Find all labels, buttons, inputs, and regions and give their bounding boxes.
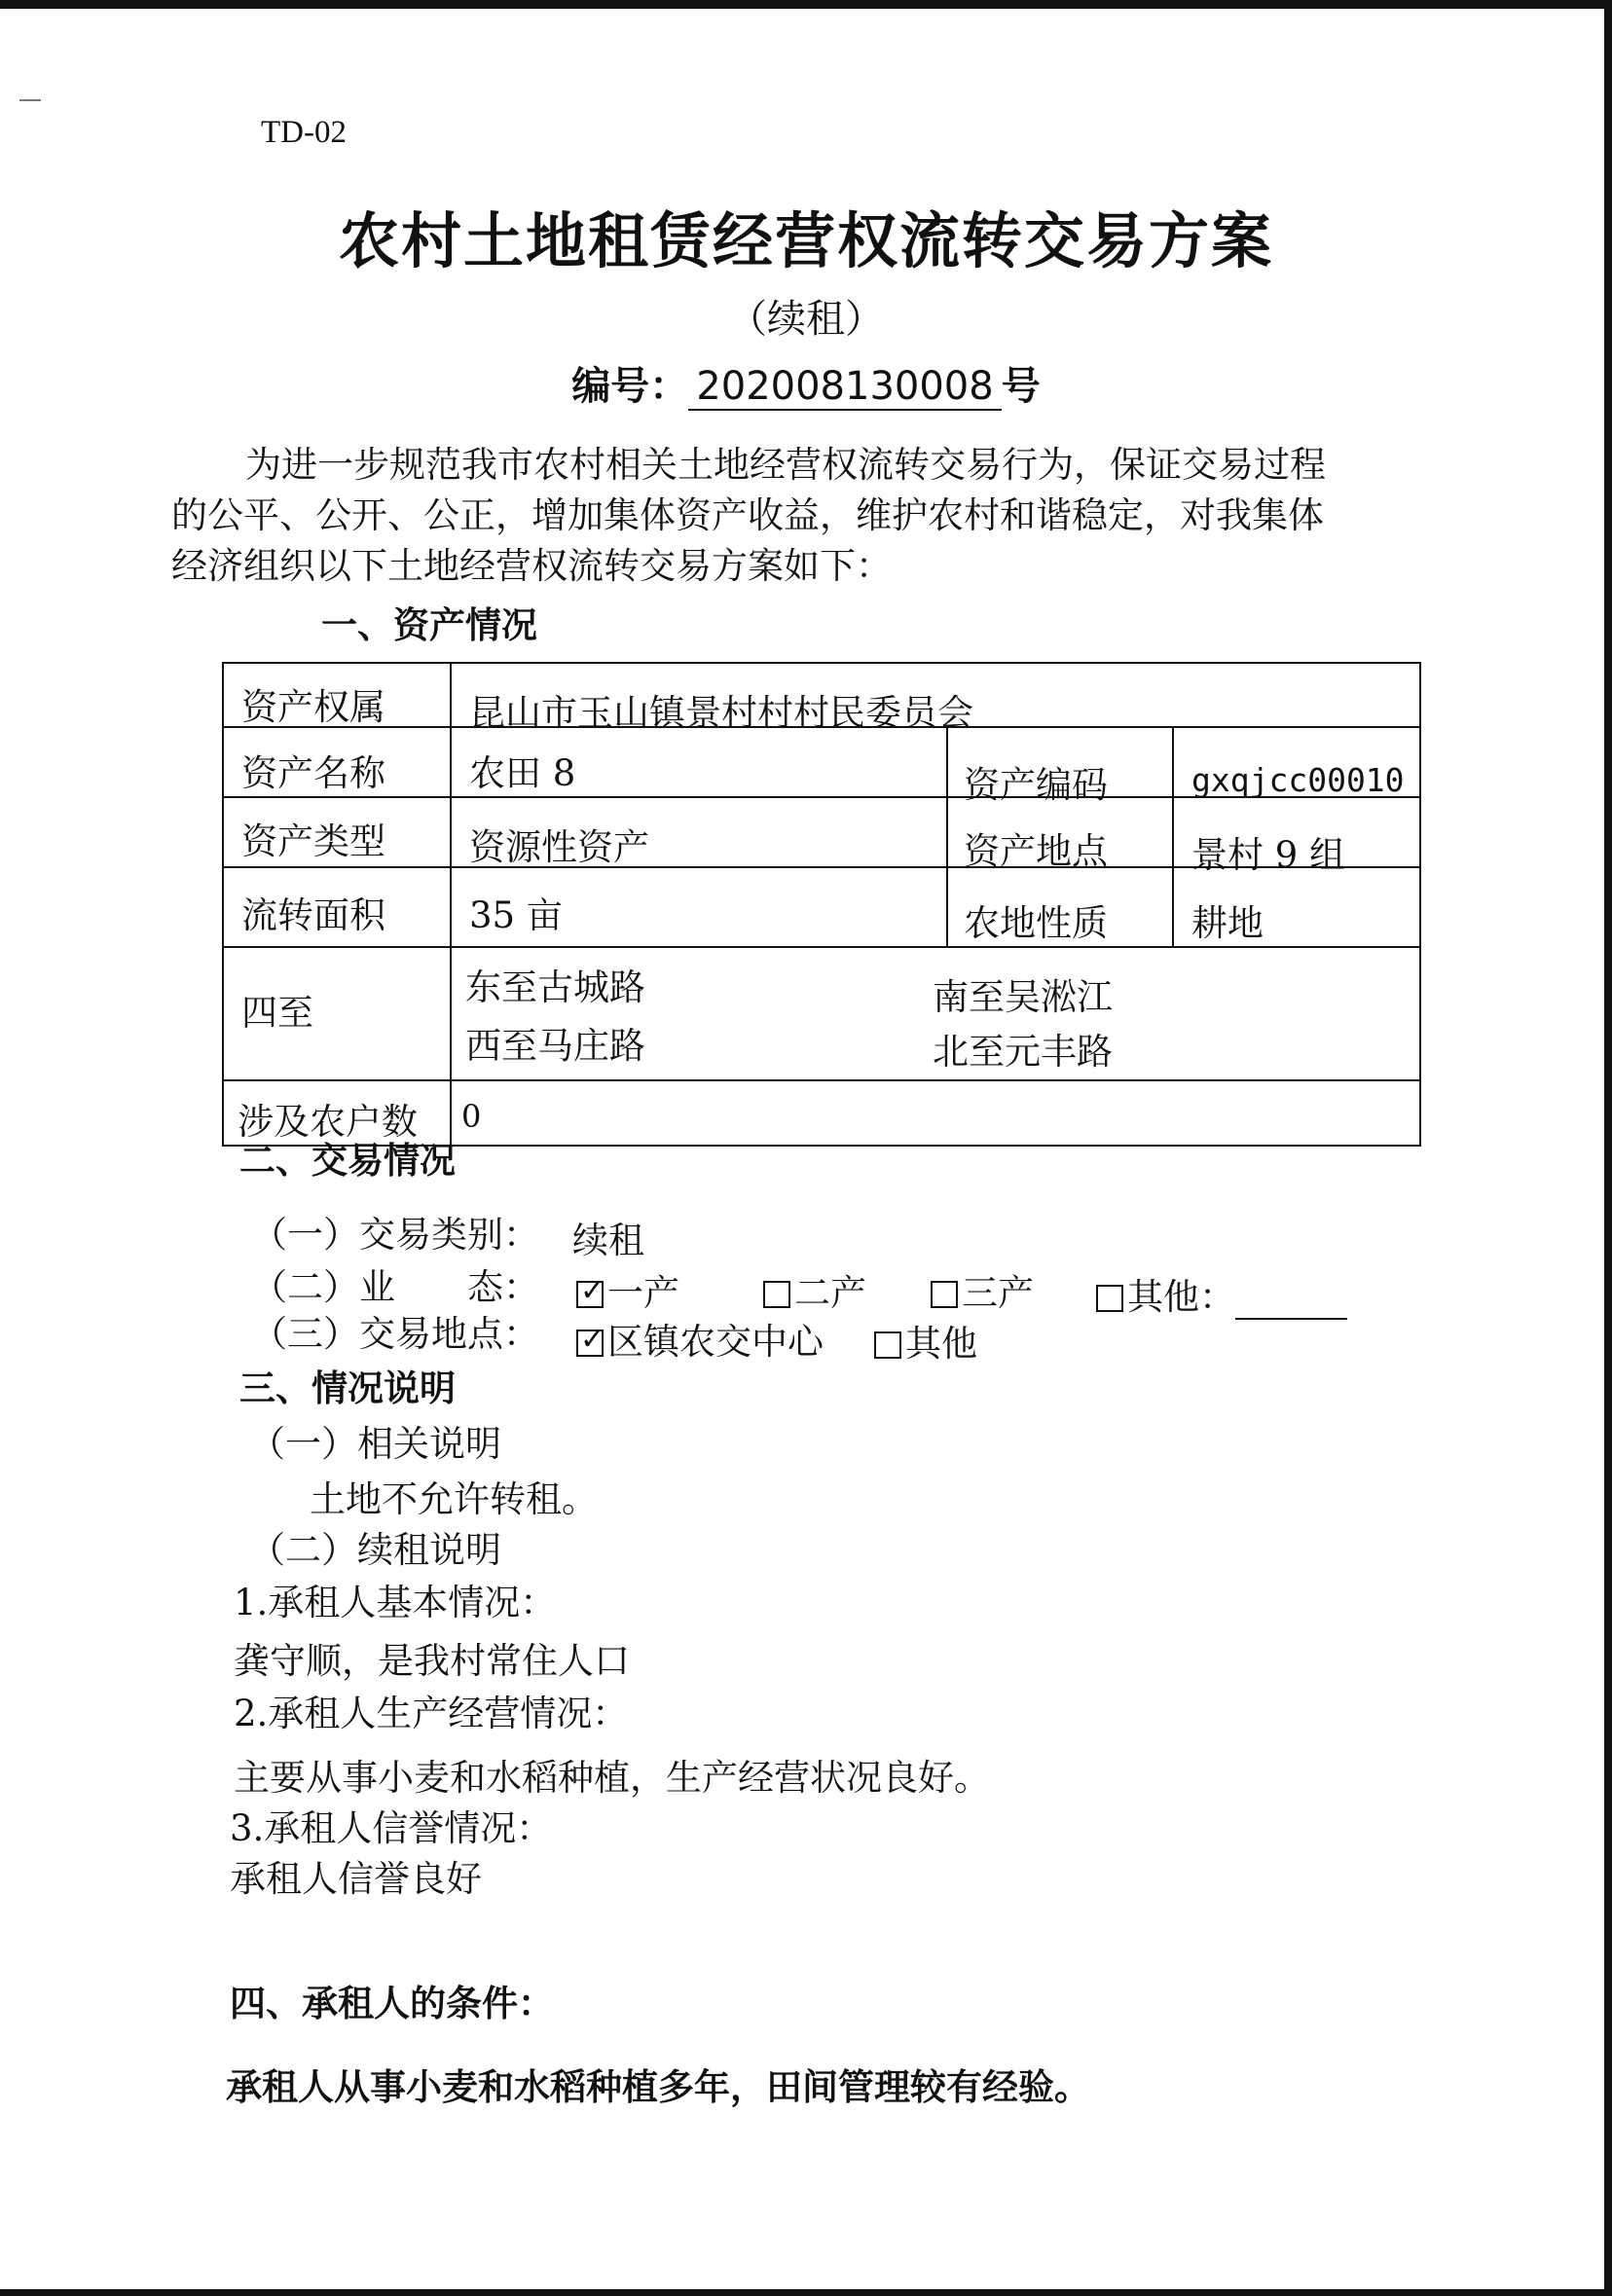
checkbox-icon[interactable]: [874, 1331, 901, 1359]
industry-option-4[interactable]: 其他：: [1096, 1267, 1347, 1320]
other-blank-line: [1235, 1289, 1347, 1320]
area-label: 流转面积: [241, 894, 385, 936]
table-rule: [450, 664, 452, 1147]
households-value: 0: [461, 1098, 482, 1135]
section-2-heading: 二、交易情况: [239, 1139, 456, 1182]
checkbox-icon[interactable]: [931, 1281, 958, 1308]
document-subtitle: （续租）: [728, 297, 884, 342]
industry-option-3[interactable]: 三产: [931, 1263, 1034, 1316]
item-3-heading: 3.承租人信誉情况：: [230, 1807, 553, 1849]
number-value: 202008130008: [688, 364, 1001, 411]
area-value: 35 亩: [469, 894, 563, 936]
checkbox-icon[interactable]: [576, 1281, 604, 1308]
scan-border-bottom: [0, 2289, 1612, 2296]
boundaries-label: 四至: [241, 992, 313, 1034]
owner-label: 资产权属: [241, 686, 385, 728]
section-4-text: 承租人从事小麦和水稻种植多年，田间管理较有经验。: [226, 2065, 1090, 2108]
number-suffix: 号: [1001, 364, 1041, 409]
section-4-heading: 四、承租人的条件：: [230, 1982, 554, 2024]
place-option-2[interactable]: 其他: [874, 1314, 977, 1367]
item-1-heading: 1.承租人基本情况：: [234, 1582, 557, 1623]
industry-option-1[interactable]: ✓ 一产: [576, 1263, 679, 1316]
item-1-text: 龚守顺，是我村常住人口: [234, 1640, 630, 1682]
category-value: 续租: [572, 1220, 644, 1261]
asset-code-value: gxqjcc00010: [1191, 761, 1405, 799]
bound-south: 南至吴淞江: [933, 976, 1113, 1018]
asset-type-label: 资产类型: [241, 820, 385, 862]
scan-border-right: [1604, 0, 1612, 2296]
table-rule: [946, 726, 948, 946]
section-1-heading: 一、资产情况: [321, 603, 537, 646]
land-type-label: 农地性质: [964, 902, 1108, 944]
asset-code-label: 资产编码: [964, 764, 1108, 806]
bound-east: 东至古城路: [465, 966, 645, 1008]
checkbox-icon[interactable]: [1096, 1285, 1123, 1312]
asset-location-value: 景村 9 组: [1191, 834, 1346, 876]
intro-paragraph: 为进一步规范我市农村相关土地经营权流转交易行为，保证交易过程的公平、公开、公正，增加集体资产收益，维护农村和谐稳定，对我集体经济组织以下土地经营权流转交易方案如下：: [171, 444, 1326, 587]
category-label: （一）交易类别：: [251, 1214, 539, 1256]
owner-value: 昆山市玉山镇景村村村民委员会: [469, 692, 973, 734]
land-type-value: 耕地: [1191, 902, 1264, 944]
item-3-text: 承租人信誉良好: [230, 1858, 482, 1900]
scan-mark: [19, 99, 41, 101]
asset-table: [222, 662, 1421, 1147]
asset-name-value: 农田 8: [469, 752, 576, 794]
document-title: 农村土地租赁经营权流转交易方案: [338, 205, 1273, 276]
document-number: [0, 355, 1612, 411]
checkbox-icon[interactable]: [576, 1330, 604, 1357]
asset-type-value: 资源性资产: [469, 826, 649, 868]
table-rule: [224, 1079, 1419, 1081]
sub-1-text: 土地不允许转租。: [310, 1478, 598, 1520]
bound-north: 北至元丰路: [933, 1031, 1113, 1073]
document-code: TD-02: [261, 115, 347, 150]
asset-name-label: 资产名称: [241, 752, 385, 794]
section-3-heading: 三、情况说明: [239, 1367, 456, 1409]
asset-location-label: 资产地点: [964, 830, 1108, 872]
checkbox-icon[interactable]: [763, 1281, 790, 1308]
place-option-1[interactable]: ✓ 区镇农交中心: [576, 1312, 824, 1365]
scan-border-top: [0, 0, 1612, 9]
place-label: （三）交易地点：: [251, 1313, 539, 1355]
industry-label: （二）业 态：: [251, 1266, 539, 1308]
bound-west: 西至马庄路: [465, 1025, 645, 1067]
sub-heading-2: （二）续租说明: [249, 1529, 501, 1571]
number-label: 编号：: [571, 364, 689, 409]
industry-option-2[interactable]: 二产: [763, 1263, 866, 1316]
sub-heading-1: （一）相关说明: [249, 1423, 501, 1465]
table-rule: [224, 946, 1419, 948]
households-label: 涉及农户数: [238, 1101, 418, 1143]
table-rule: [1172, 726, 1174, 946]
item-2-heading: 2.承租人生产经营情况：: [234, 1693, 629, 1734]
item-2-text: 主要从事小麦和水稻种植，生产经营状况良好。: [234, 1757, 990, 1799]
